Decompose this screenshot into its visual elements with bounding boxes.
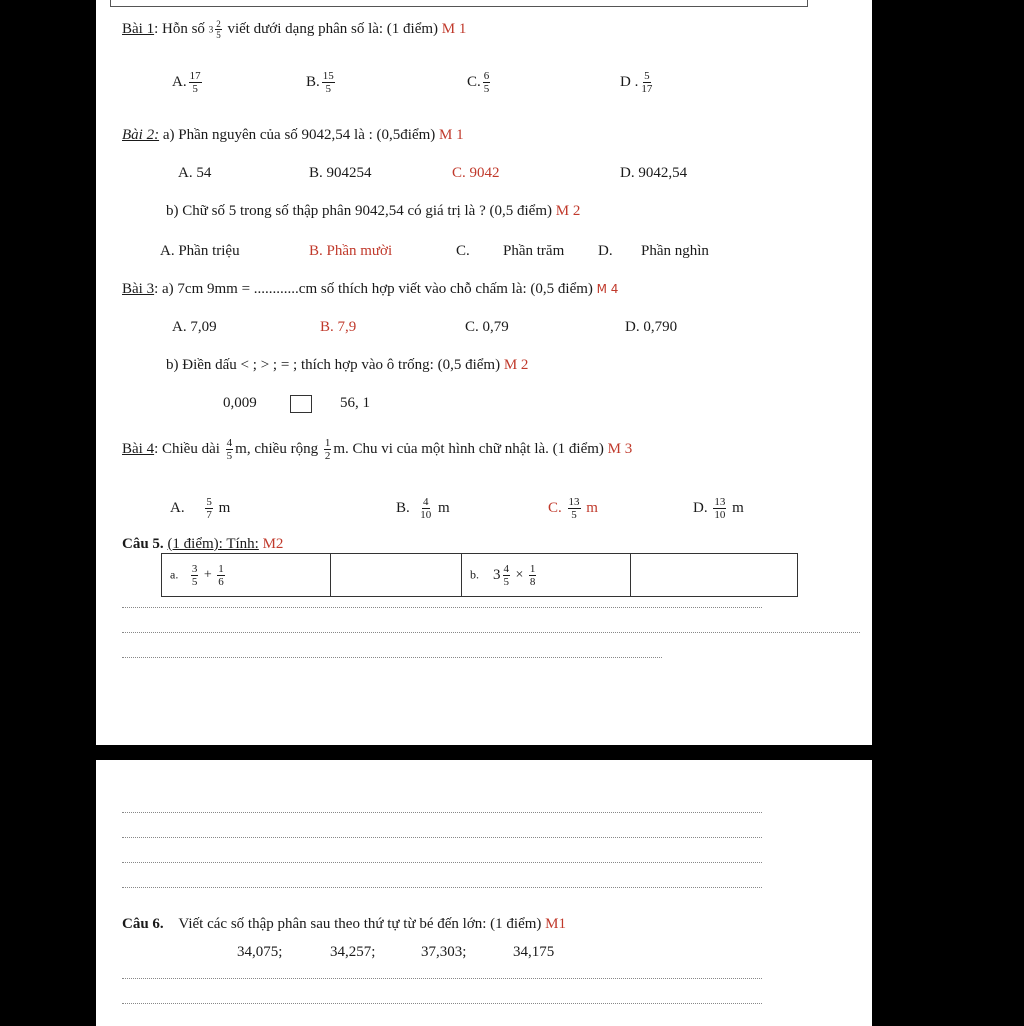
q3a-option-b[interactable]: B. 7,9 (320, 319, 357, 335)
q5-question (122, 535, 283, 553)
q5-cell-a: a. $\frac{3}{5}$ + $\frac{1}{6}$ (162, 554, 331, 597)
q2b-option-a[interactable]: A. Phần triệu (160, 243, 240, 259)
q1-text-b: viết dưới dạng phân số là: (1 điểm) (227, 20, 439, 37)
q2b-option-c-label[interactable]: C. (456, 243, 470, 259)
q5-calc-table (161, 553, 798, 597)
answer-line[interactable] (122, 632, 860, 633)
q1-level: M 1 (441, 20, 467, 37)
q1-question (122, 19, 466, 40)
q5-title: Câu 5. (122, 536, 164, 552)
q2a-option-a[interactable]: A. 54 (178, 165, 212, 181)
answer-line[interactable] (122, 657, 662, 658)
answer-line[interactable] (122, 837, 762, 838)
q4-option-d[interactable]: D. $\frac{13}{10}$ m (693, 496, 744, 521)
q4-option-b[interactable]: B. $\frac{4}{10}$ m (396, 496, 450, 521)
q1-option-b[interactable]: B. $\frac{15}{5}$ (306, 70, 334, 95)
q2b-option-d-text[interactable]: Phần nghìn (641, 243, 709, 259)
q2b-option-c-text[interactable]: Phần trăm (503, 243, 565, 259)
q5-level: M2 (262, 536, 284, 552)
q3a-option-c[interactable]: C. 0,79 (465, 319, 509, 335)
q4-text-b: m, chiều rộng (235, 440, 319, 457)
q1-option-d[interactable]: D . $\frac{5}{17}$ (620, 70, 653, 95)
q6-text: Viết các số thập phân sau theo thứ tự từ bé đến lớn: (1 điểm) (178, 916, 542, 932)
q5-cell-b: b. 3 $\frac{4}{5}$ × $\frac{1}{8}$ (462, 554, 631, 597)
q5-answer-b[interactable] (631, 554, 798, 597)
q4-question (122, 437, 632, 462)
q6-number: 37,303; (421, 944, 467, 960)
q2-level-a: M 1 (439, 127, 464, 143)
q6-number: 34,257; (330, 944, 376, 960)
answer-line[interactable] (122, 862, 762, 863)
q2b-option-d-label[interactable]: D. (598, 243, 613, 259)
q4-option-a[interactable]: A. $\frac{5}{7}$ m (170, 496, 231, 521)
q6-title: Câu 6. (122, 916, 164, 932)
q3-part-b (166, 356, 528, 374)
q4-text-c: m. Chu vi của một hình chữ nhật là. (1 điểm) (333, 440, 604, 457)
q2-part-b (166, 202, 580, 220)
answer-line[interactable] (122, 812, 762, 813)
q3-level-b: M 2 (503, 357, 529, 373)
q5-text: (1 điểm): Tính: (167, 536, 259, 552)
q4-text-a: : Chiều dài (154, 440, 220, 457)
q2-part-a (122, 126, 464, 144)
worksheet-page-2 (96, 760, 872, 1026)
q4-option-c[interactable]: C. $\frac{13}{5}$ m (548, 496, 598, 521)
answer-line[interactable] (122, 887, 762, 888)
q2-part-b-text: b) Chữ số 5 trong số thập phân 9042,54 có giá trị là ? (0,5 điểm) (166, 203, 552, 219)
q2-title: Bài 2: (122, 127, 160, 143)
q3a-option-d[interactable]: D. 0,790 (625, 319, 678, 335)
q4-title: Bài 4 (122, 440, 155, 457)
q5-answer-a[interactable] (331, 554, 462, 597)
q3-title: Bài 3 (122, 281, 155, 297)
q3-compare-box[interactable] (290, 394, 312, 413)
q2-level-b: M 2 (555, 203, 581, 219)
q3-level-a: M 4 (596, 282, 619, 296)
q3-compare-right: 56, 1 (340, 395, 370, 411)
q3-compare-left: 0,009 (223, 395, 257, 411)
q1-option-a[interactable]: A. $\frac{17}{5}$ (172, 70, 201, 95)
q4-width-fraction: $\frac{1}{2}$ (324, 437, 331, 462)
q6-question (122, 915, 566, 933)
q1-text-a: : Hỗn số (154, 20, 205, 37)
q1-option-c[interactable]: C. $\frac{6}{5}$ (467, 70, 490, 95)
answer-line[interactable] (122, 1003, 762, 1004)
q1-title: Bài 1 (122, 20, 155, 37)
q4-length-fraction: $\frac{4}{5}$ (226, 437, 233, 462)
q2a-option-d[interactable]: D. 9042,54 (620, 165, 688, 181)
top-border-strip (110, 0, 808, 7)
q6-level: M1 (545, 916, 567, 932)
q6-number: 34,175 (513, 944, 555, 960)
q3-part-a (122, 280, 618, 298)
q6-number: 34,075; (237, 944, 283, 960)
q3-part-b-text: b) Điền dấu < ; > ; = ; thích hợp vào ô trống: (0,5 điểm) (166, 357, 501, 373)
q2a-option-c[interactable]: C. 9042 (452, 165, 500, 181)
q4-level: M 3 (607, 440, 633, 457)
q2b-option-b[interactable]: B. Phần mười (309, 243, 393, 259)
answer-line[interactable] (122, 978, 762, 979)
q2-part-a-text: a) Phần nguyên của số 9042,54 là : (0,5điểm) (162, 127, 436, 143)
q3-part-a-text: : a) 7cm 9mm = ............cm số thích hợp viết vào chỗ chấm là: (0,5 điểm) (154, 281, 593, 297)
q2a-option-b[interactable]: B. 904254 (309, 165, 372, 181)
q3a-option-a[interactable]: A. 7,09 (172, 319, 217, 335)
answer-line[interactable] (122, 607, 762, 608)
q1-mixed-fraction: $\frac{2}{5}$ (216, 19, 221, 40)
q1-mixed-whole: 3 (208, 24, 214, 35)
